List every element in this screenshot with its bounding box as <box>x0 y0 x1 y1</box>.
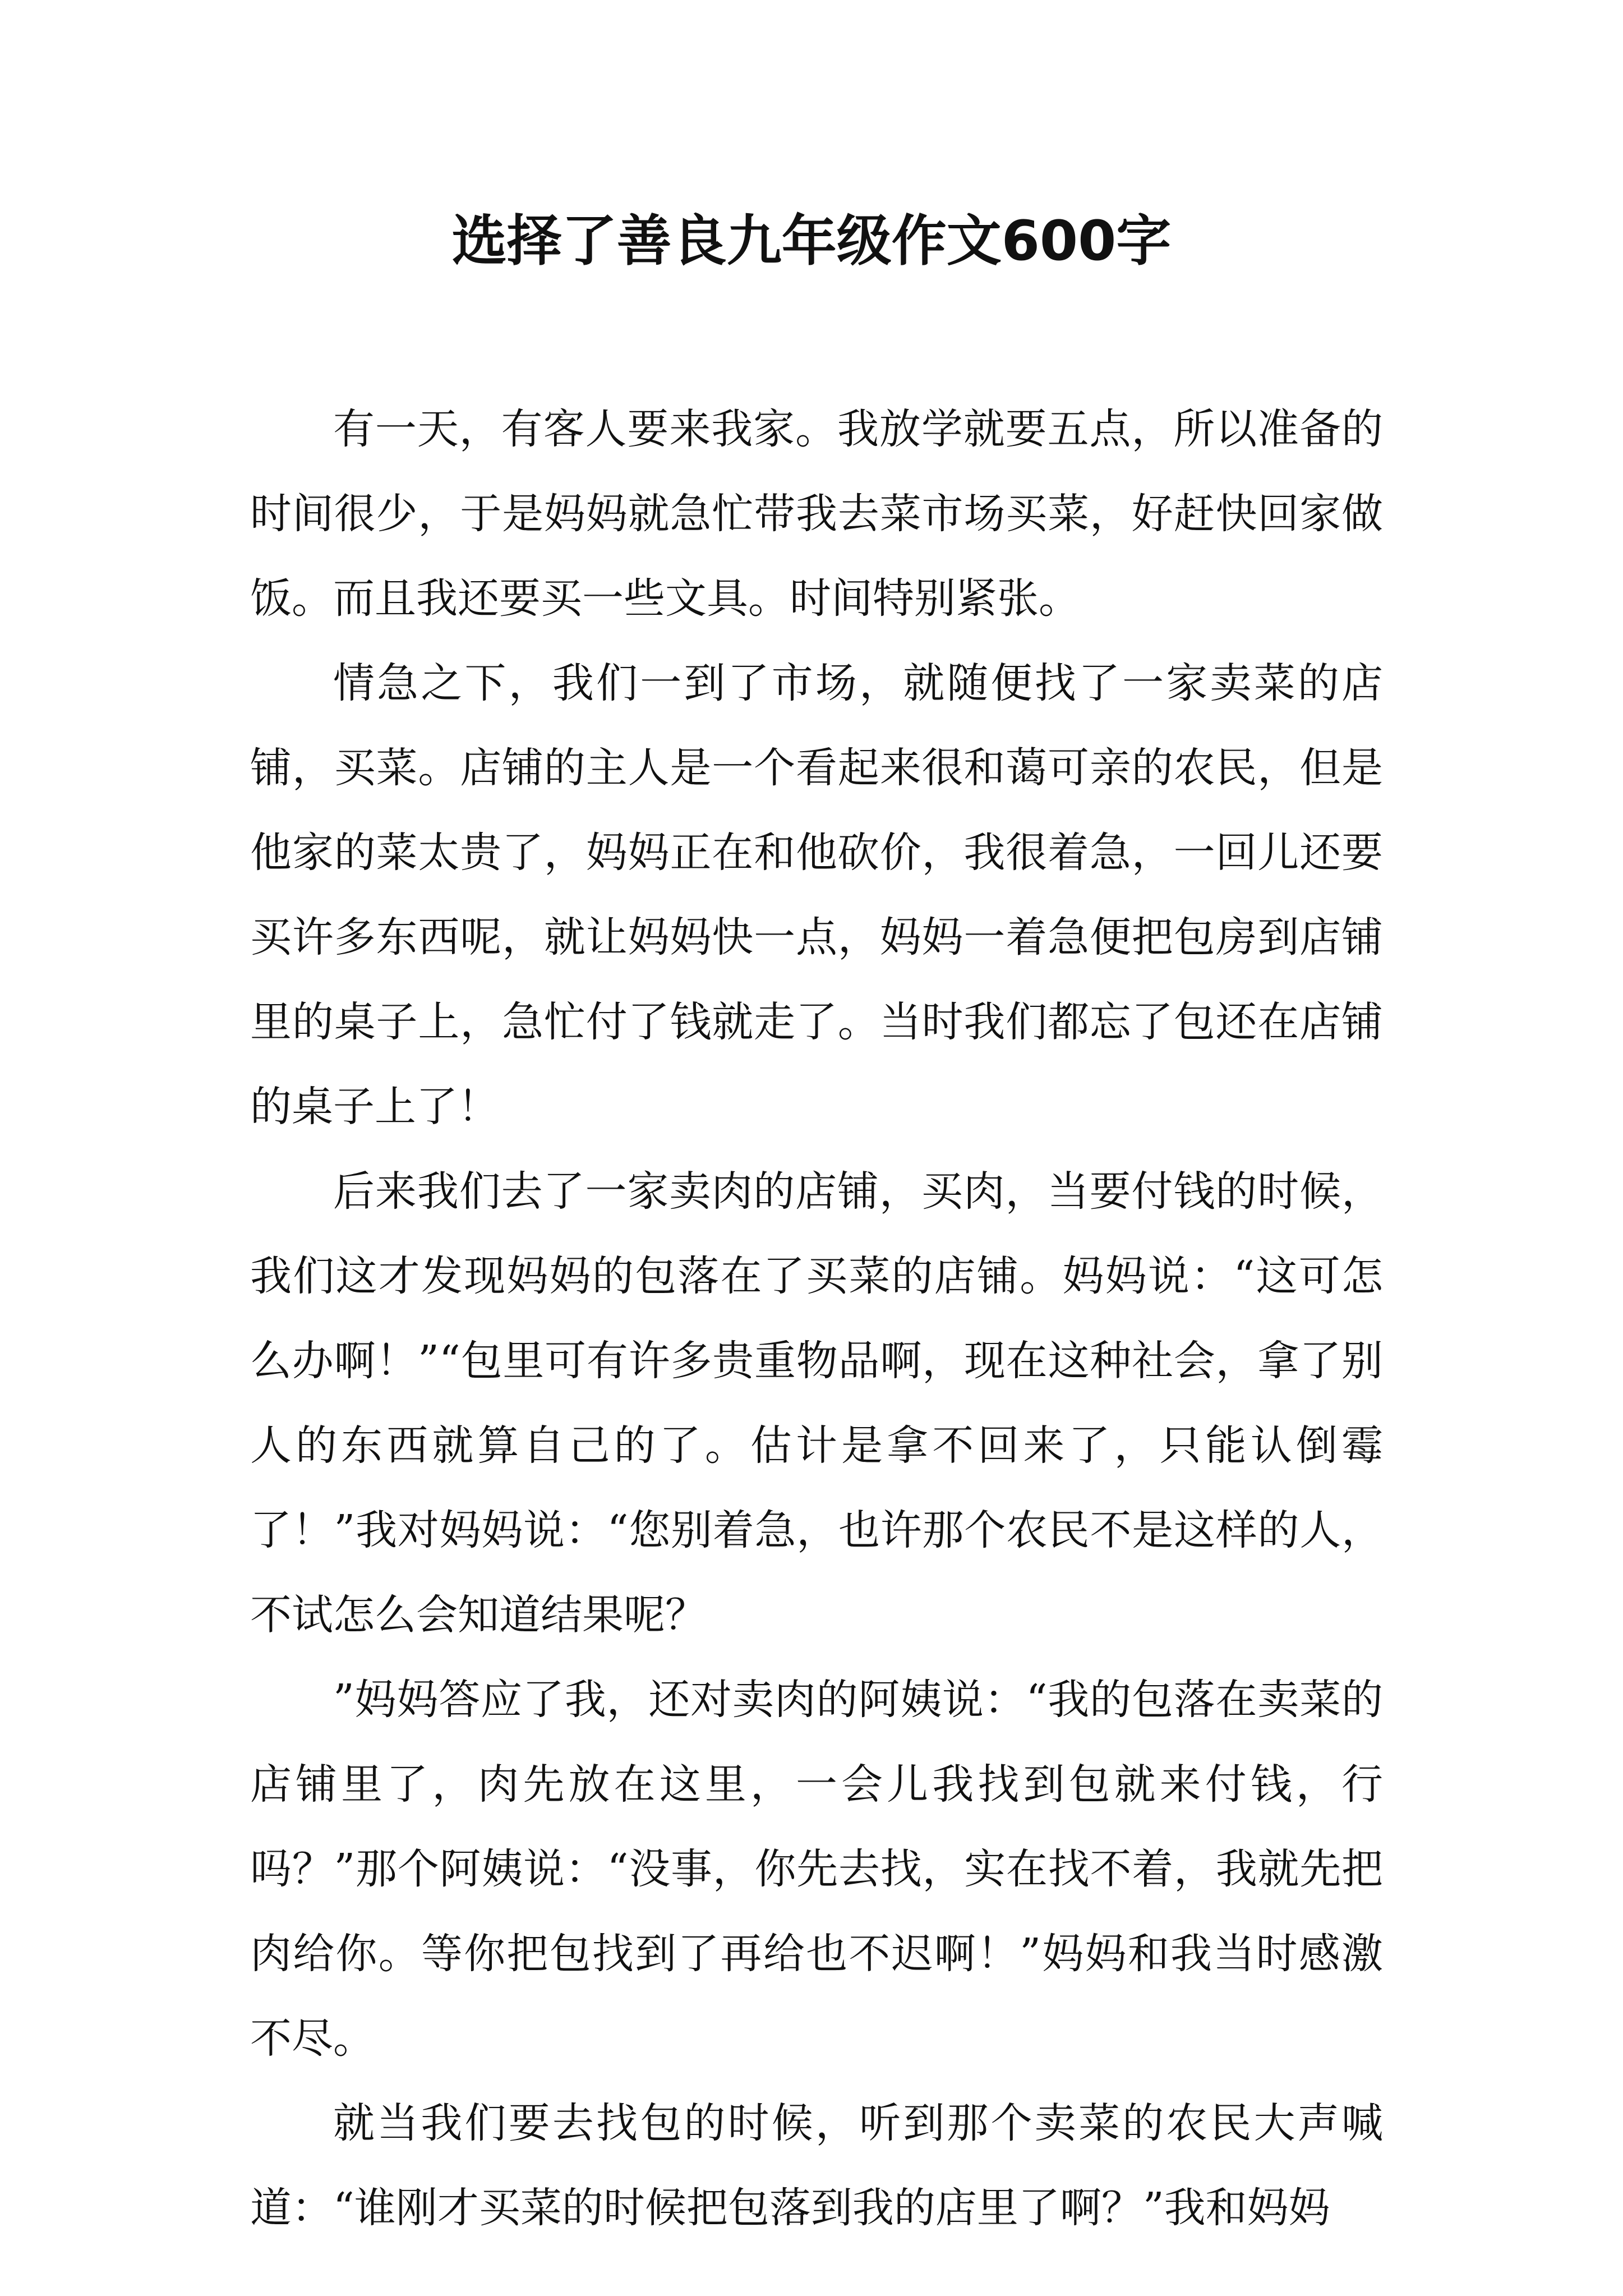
paragraph-3: 后来我们去了一家卖肉的店铺，买肉，当要付钱的时候，我们这才发现妈妈的包落在了买菜的店铺。妈妈说：“这可怎么办啊！”“包里可有许多贵重物品啊，现在这种社会，拿了别人的东西就算自己的了。估计是拿不回来了，只能认倒霉了！”我对妈妈说：“您别着急，也许那个农民不是这样的人，不试怎么会知道结果呢？ <box>250 1167 1383 1639</box>
paragraph-5: 就当我们要去找包的时候，听到那个卖菜的农民大声喊道：“谁刚才买菜的时候把包落到我的店里了啊？”我和妈妈 <box>250 2099 1383 2232</box>
document-body <box>250 387 1383 2251</box>
paragraph-4: ”妈妈答应了我，还对卖肉的阿姨说：“我的包落在卖菜的店铺里了，肉先放在这里，一会儿我找到包就来付钱，行吗？”那个阿姨说：“没事，你先去找，实在找不着，我就先把肉给你。等你把包找到了再给也不迟啊！”妈妈和我当时感激不尽。 <box>250 1676 1383 2063</box>
document-title: 选择了善良九年级作文600字 <box>451 209 1172 273</box>
paragraph-1: 有一天，有客人要来我家。我放学就要五点，所以准备的时间很少，于是妈妈就急忙带我去菜市场买菜，好赶快回家做饭。而且我还要买一些文具。时间特别紧张。 <box>250 405 1383 623</box>
paragraph-2: 情急之下，我们一到了市场，就随便找了一家卖菜的店铺，买菜。店铺的主人是一个看起来很和蔼可亲的农民，但是他家的菜太贵了，妈妈正在和他砍价，我很着急，一回儿还要买许多东西呢，就让妈妈快一点，妈妈一着急便把包房到店铺里的桌子上，急忙付了钱就走了。当时我们都忘了包还在店铺的桌子上了！ <box>250 659 1383 1131</box>
